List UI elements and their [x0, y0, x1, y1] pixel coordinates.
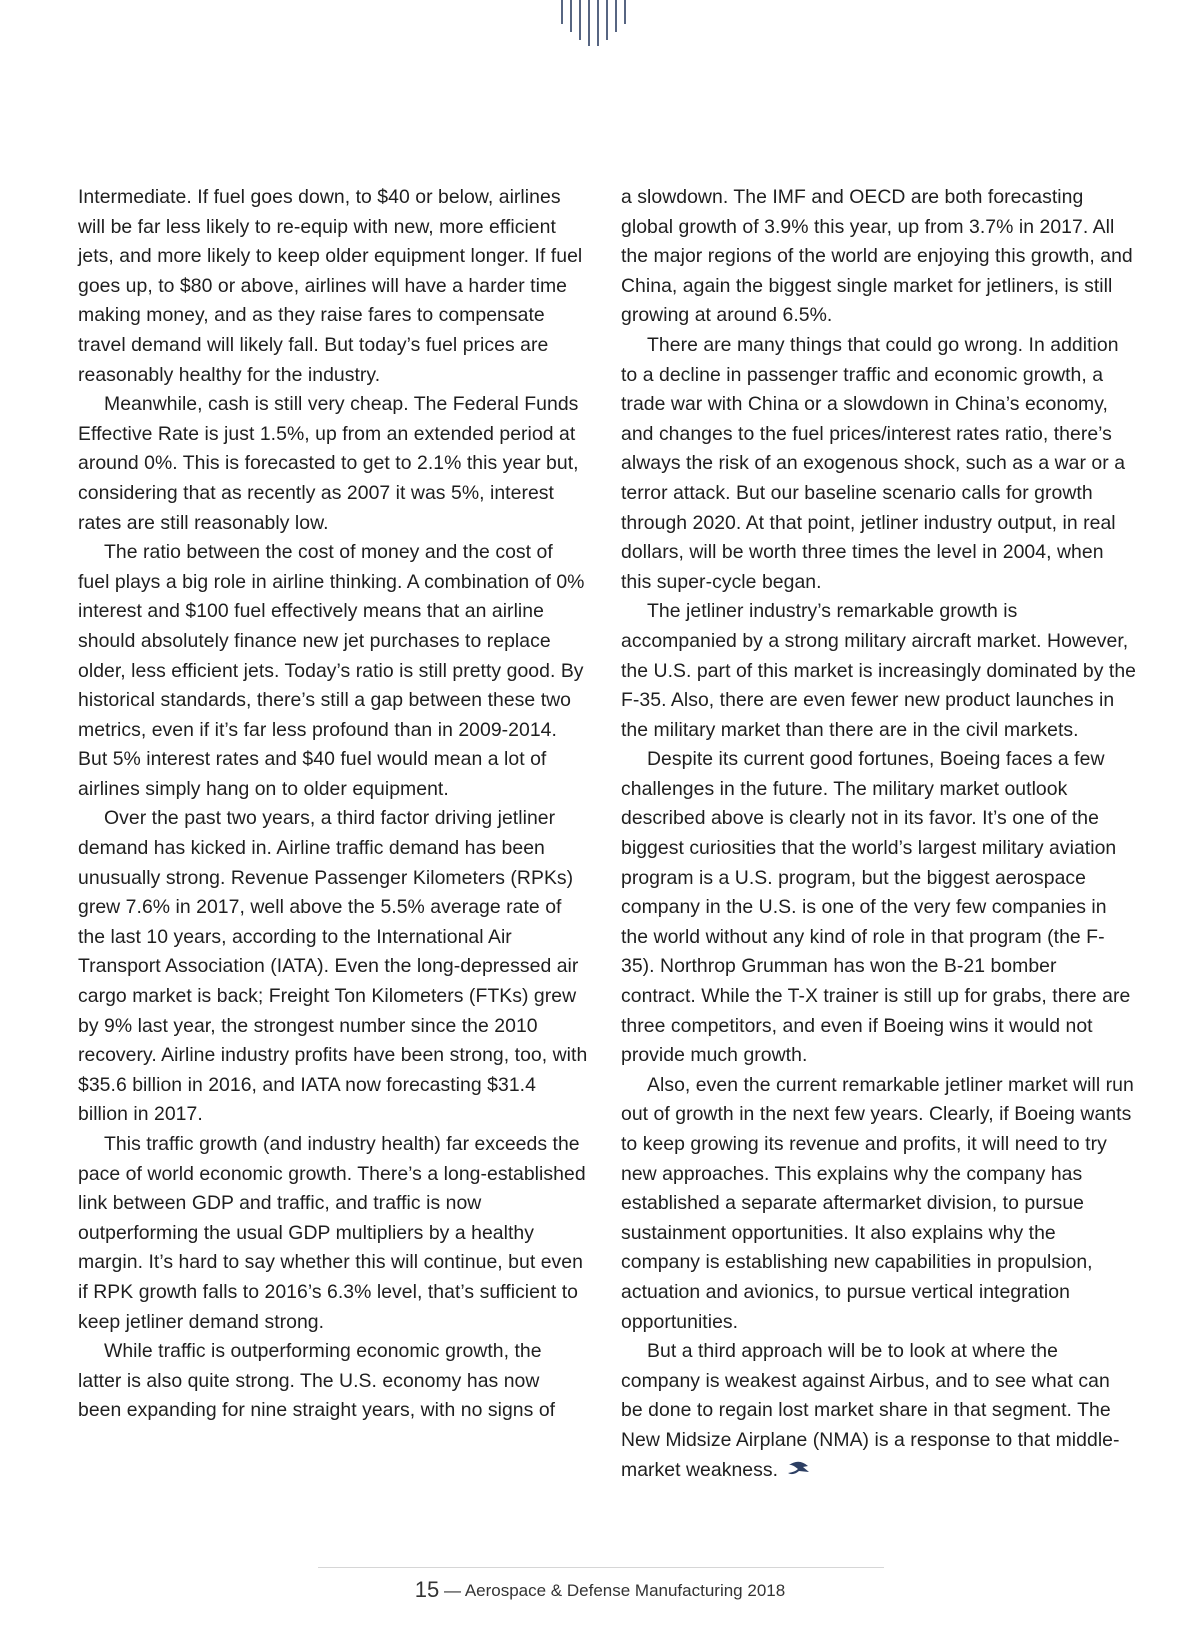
paragraph: Intermediate. If fuel goes down, to $40 or below, airlines will be far less likely to re-equip with new, more efficient jets, and more likely to keep older equipment longer. If fuel goes up, to $80 or above, airlines will have a harder time making money, and as they raise fares to compensate travel demand will likely fall. But today’s fuel prices are reasonably healthy for the industry.	[78, 186, 583, 386]
paragraph: Despite its current good fortunes, Boeing faces a few challenges in the future. The military market outlook described above is clearly not in its favor. It’s one of the biggest curiosities that the world’s largest military aviation program is a U.S. program, but the biggest aerospace company in the U.S. is one of the very few companies in the world without any kind of role in that program (the F-35). Northrop Grumman has won the B-21 bomber contract. While the T-X trainer is still up for grabs, there are three competitors, and even if Boeing wins it would not provide much growth.	[621, 748, 1131, 1067]
article-column-right	[621, 183, 1136, 1485]
paragraph-last	[621, 1337, 1136, 1485]
page-number: 15	[414, 1577, 440, 1602]
paragraph: This traffic growth (and industry health) far exceeds the pace of world economic growth. There’s a long-established link between GDP and traffic, and traffic is now outperforming the usual GDP multipliers by a healthy margin. It’s hard to say whether this will continue, but even if RPK growth falls to 2016’s 6.3% level, that’s sufficient to keep jetliner demand strong.	[78, 1133, 586, 1333]
end-of-article-icon	[786, 1460, 812, 1478]
page-footer	[0, 1577, 1200, 1603]
vertical-bars-decoration-icon	[560, 0, 650, 50]
paragraph: There are many things that could go wrong. In addition to a decline in passenger traffic and economic growth, a trade war with China or a slowdown in China’s economy, and changes to the fuel prices/interest rates ratio, there’s always the risk of an exogenous shock, such as a war or a terror attack. But our baseline scenario calls for growth through 2020. At that point, jetliner industry output, in real dollars, will be worth three times the level in 2004, when this super-cycle began.	[621, 333, 1126, 593]
paragraph: While traffic is outperforming economic growth, the latter is also quite strong. The U.S. economy has now been expanding for nine straight years, with no signs of	[78, 1340, 556, 1422]
paragraph: Over the past two years, a third factor driving jetliner demand has kicked in. Airline traffic demand has been unusually strong. Revenue Passenger Kilometers (RPKs) grew 7.6% in 2017, well above the 5.5% average rate of the last 10 years, according to the International Air Transport Association (IATA). Even the long-depressed air cargo market is back; Freight Ton Kilometers (FTKs) grew by 9% last year, the strongest number since the 2010 recovery. Airline industry profits have been strong, too, with $35.6 billion in 2016, and IATA now forecasting $31.4 billion in 2017.	[78, 807, 588, 1126]
article-column-left	[78, 183, 588, 1426]
footer-separator: —	[444, 1581, 462, 1600]
paragraph-text: But a third approach will be to look at where the company is weakest against Airbus, and to see what can be done to regain lost market share in that segment. The New Midsize Airplane (NMA) is a response to that middle-market weakness.	[621, 1340, 1120, 1481]
paragraph: The ratio between the cost of money and the cost of fuel plays a big role in airline thinking. A combination of 0% interest and $100 fuel effectively means that an airline should absolutely finance new jet purchases to replace older, less efficient jets. Today’s ratio is still pretty good. By historical standards, there’s still a gap between these two metrics, even if it’s far less profound than in 2009-2014. But 5% interest rates and $40 fuel would mean a lot of airlines simply hang on to older equipment.	[78, 541, 585, 800]
paragraph: a slowdown. The IMF and OECD are both forecasting global growth of 3.9% this year, up from 3.7% in 2017. All the major regions of the world are enjoying this growth, and China, again the biggest single market for jetliners, is still growing at around 6.5%.	[621, 186, 1133, 327]
paragraph: Also, even the current remarkable jetliner market will run out of growth in the next few years. Clearly, if Boeing wants to keep growing its revenue and profits, it will need to try new approaches. This explains why the company has established a separate aftermarket division, to pursue sustainment opportunities. It also explains why the company is establishing new capabilities in propulsion, actuation and avionics, to pursue vertical integration opportunities.	[621, 1073, 1134, 1333]
paragraph: The jetliner industry’s remarkable growth is accompanied by a strong military aircraft market. However, the U.S. part of this market is increasingly dominated by the F-35. Also, there are even fewer new product launches in the military market than there are in the civil markets.	[621, 600, 1136, 741]
publication-title: Aerospace & Defense Manufacturing 2018	[464, 1581, 786, 1600]
footer-divider	[318, 1567, 884, 1568]
paragraph: Meanwhile, cash is still very cheap. The Federal Funds Effective Rate is just 1.5%, up from an extended period at around 0%. This is forecasted to get to 2.1% this year but, considering that as recently as 2007 it was 5%, interest rates are still reasonably low.	[78, 393, 579, 534]
